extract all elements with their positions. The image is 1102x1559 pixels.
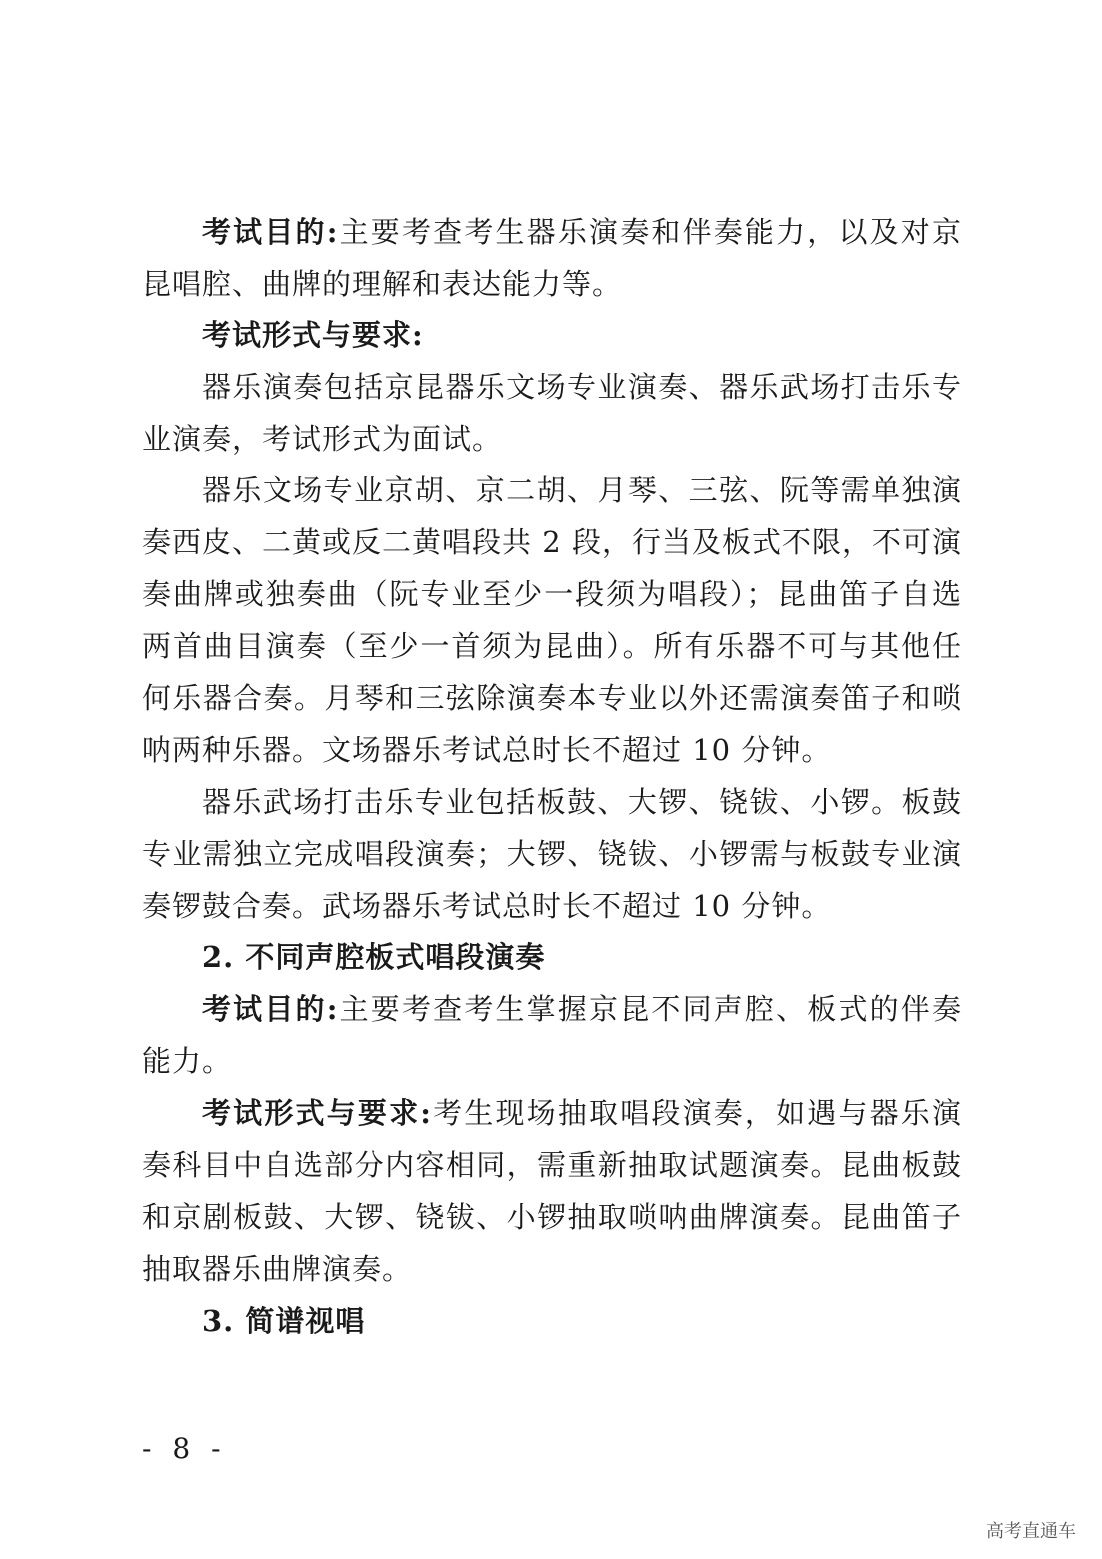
- label-separator: :: [326, 215, 339, 249]
- page-number: - 8 -: [142, 1432, 227, 1465]
- paragraph-exam-purpose-1: [142, 206, 962, 310]
- paragraph-exam-format-2: [142, 1087, 962, 1295]
- label-exam-format: 考试形式与要求: [202, 1096, 421, 1130]
- label-separator: :: [326, 992, 339, 1026]
- label-exam-purpose: 考试目的: [202, 215, 327, 249]
- paragraph-instrumental-overview: 器乐演奏包括京昆器乐文场专业演奏、器乐武场打击乐专业演奏，考试形式为面试。: [142, 370, 962, 456]
- paragraph-text: 主要考查考生器乐演奏和伴奏能力，以及对京昆唱腔、曲牌的理解和表达能力等。: [142, 215, 962, 301]
- section-heading-3: 3. 简谱视唱: [202, 1304, 366, 1338]
- section-heading-2: 2. 不同声腔板式唱段演奏: [202, 940, 546, 974]
- label-separator: :: [420, 1096, 432, 1130]
- paragraph-wuchang-requirements: 器乐武场打击乐专业包括板鼓、大锣、铙钹、小锣。板鼓专业需独立完成唱段演奏；大锣、铙钹、小锣需与板鼓专业演奏锣鼓合奏。武场器乐考试总时长不超过 10 分钟。: [142, 785, 962, 923]
- paragraph-exam-purpose-2: [142, 983, 962, 1087]
- paragraph-wenchang-requirements: 器乐文场专业京胡、京二胡、月琴、三弦、阮等需单独演奏西皮、二黄或反二黄唱段共 2 段，行当及板式不限，不可演奏曲牌或独奏曲（阮专业至少一段须为唱段）；昆曲笛子自选两首曲目演奏（至少一首须为昆曲）。所有乐器不可与其他任何乐器合奏。月琴和三弦除演奏本专业以外还需演奏笛子和唢呐两种乐器。文场器乐考试总时长不超过 10 分钟。: [142, 473, 962, 767]
- paragraph-text: 主要考查考生掌握京昆不同声腔、板式的伴奏能力。: [142, 992, 962, 1078]
- paragraph-text: 考生现场抽取唱段演奏，如遇与器乐演奏科目中自选部分内容相同，需重新抽取试题演奏。昆曲板鼓和京剧板鼓、大锣、铙钹、小锣抽取唢呐曲牌演奏。昆曲笛子抽取器乐曲牌演奏。: [142, 1096, 962, 1286]
- heading-exam-format: 考试形式与要求:: [202, 318, 424, 352]
- label-exam-purpose: 考试目的: [202, 992, 327, 1026]
- watermark: 高考直通车: [986, 1521, 1076, 1542]
